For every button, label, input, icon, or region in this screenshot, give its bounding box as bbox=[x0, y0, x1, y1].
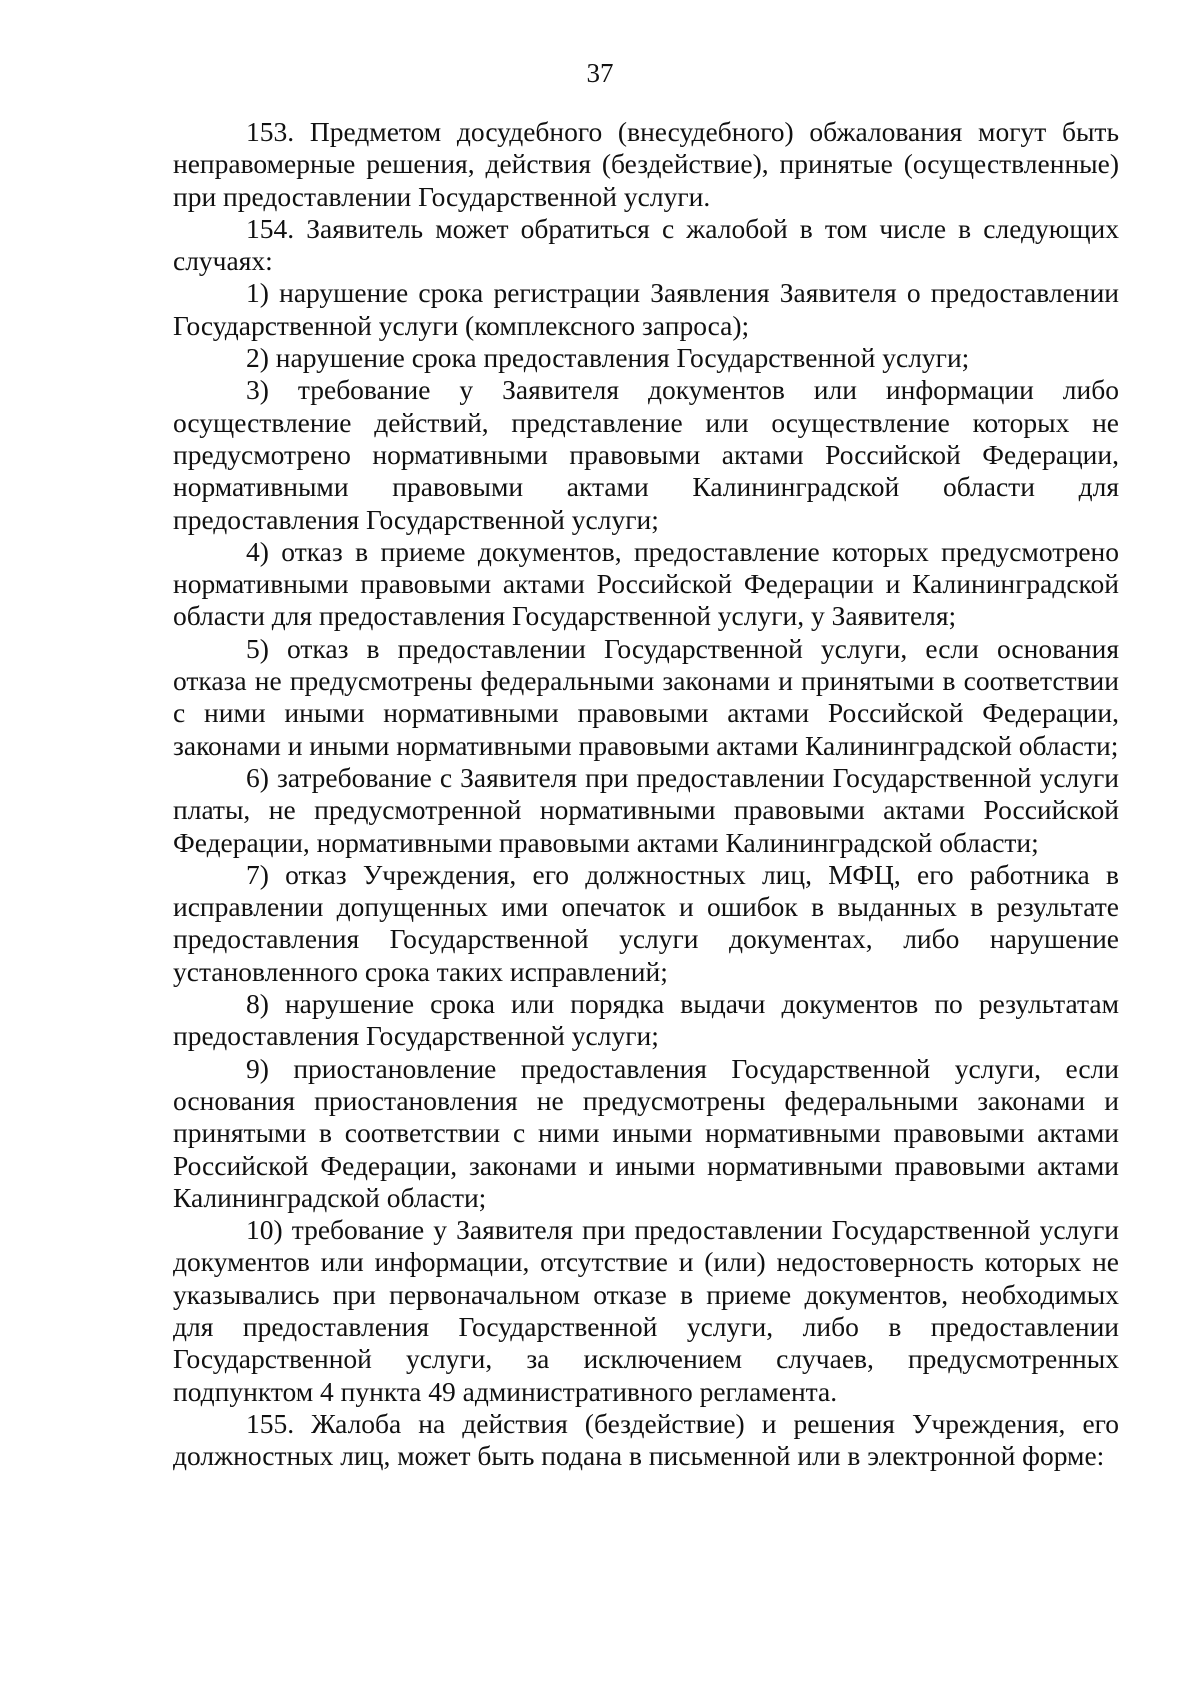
document-body bbox=[173, 116, 1119, 1472]
paragraph-154: 154. Заявитель может обратиться с жалобой в том числе в следующих случаях: bbox=[173, 212, 1119, 277]
list-item-6: 6) затребование с Заявителя при предоставлении Государственной услуги платы, не предусмотренной нормативными правовыми актами Российской Федерации, нормативными правовыми актами Калининградской области; bbox=[173, 761, 1119, 858]
page-number: 37 bbox=[586, 58, 614, 88]
list-item-7: 7) отказ Учреждения, его должностных лиц, МФЦ, его работника в исправлении допущенных ими опечаток и ошибок в выданных в результате предоставления Государственной услуги документах, либо нарушение установленного срока таких исправлений; bbox=[173, 858, 1119, 987]
list-item-9: 9) приостановление предоставления Государственной услуги, если основания приостановления не предусмотрены федеральными законами и принятыми в соответствии с ними иными нормативными правовыми актами Российской Федерации, законами и иными нормативными правовыми актами Калининградской области; bbox=[173, 1052, 1119, 1213]
paragraph-155: 155. Жалоба на действия (бездействие) и решения Учреждения, его должностных лиц, может быть подана в письменной или в электронной форме: bbox=[173, 1407, 1119, 1472]
list-item-10: 10) требование у Заявителя при предоставлении Государственной услуги документов или информации, отсутствие и (или) недостоверность которых не указывались при первоначальном отказе в приеме документов, необходимых для предоставления Государственной услуги, либо в предоставлении Государственной услуги, за исключением случаев, предусмотренных подпунктом 4 пункта 49 административного регламента. bbox=[173, 1214, 1119, 1407]
list-item-1: 1) нарушение срока регистрации Заявления Заявителя о предоставлении Государственной услуги (комплексного запроса); bbox=[173, 277, 1119, 341]
list-item-5: 5) отказ в предоставлении Государственной услуги, если основания отказа не предусмотрены федеральными законами и принятыми в соответствии с ними иными нормативными правовыми актами Российской Федерации, законами и иными нормативными правовыми актами Калининградской области; bbox=[173, 632, 1119, 761]
list-item-2: 2) нарушение срока предоставления Государственной услуги; bbox=[246, 342, 970, 374]
list-item-4: 4) отказ в приеме документов, предоставление которых предусмотрено нормативными правовыми актами Российской Федерации и Калининградской области для предоставления Государственной услуги, у Заявителя; bbox=[173, 535, 1119, 632]
list-item-8: 8) нарушение срока или порядка выдачи документов по результатам предоставления Государственной услуги; bbox=[173, 988, 1119, 1052]
paragraph-153: 153. Предметом досудебного (внесудебного) обжалования могут быть неправомерные решения, действия (бездействие), принятые (осуществленные) при предоставлении Государственной услуги. bbox=[173, 116, 1119, 212]
list-item-3: 3) требование у Заявителя документов или информации либо осуществление действий, представление или осуществление которых не предусмотрено нормативными правовыми актами Российской Федерации, нормативными правовыми актами Калининградской области для предоставления Государственной услуги; bbox=[173, 374, 1119, 535]
